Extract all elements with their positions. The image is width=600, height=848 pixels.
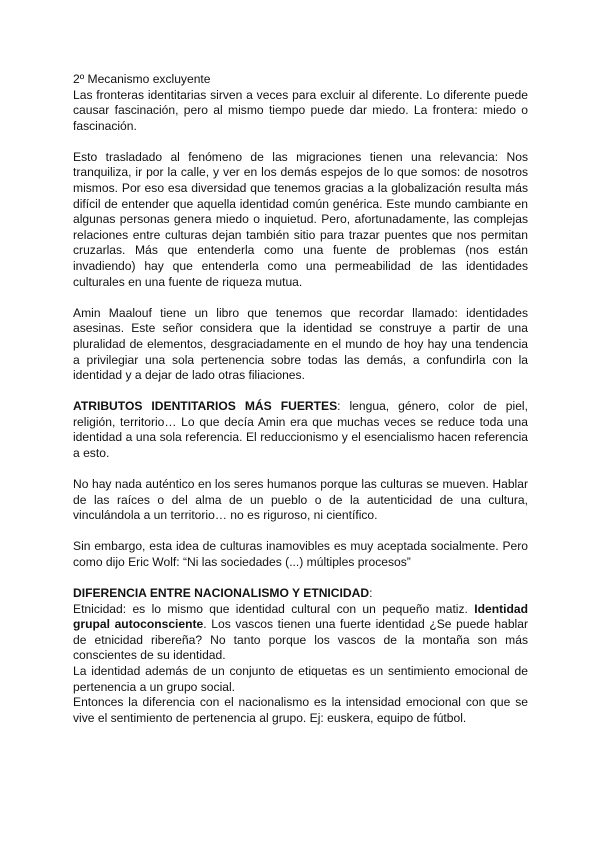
- paragraph-migraciones: Esto trasladado al fenómeno de las migraciones tienen una relevancia: Nos tranquiliza, ir por la calle, y ver en los demás espejos de lo que somos: de nosotros mismos. Por eso esa diversidad que tenemos gracias a la globalización resulta más difícil de entender que aquella identidad común genérica. Este mundo cambiante en algunas personas genera miedo o inquietud. Pero, afortunadamente, las complejas relaciones entre culturas dejan también sitio para trazar puentes que nos permitan cruzarlas. Más que entenderla como una fuente de problemas (nos están invadiendo) hay que entenderla como una permeabilidad de las identidades culturales en una fuente de riqueza mutua.: [73, 149, 528, 289]
- heading-diferencia: [73, 586, 528, 602]
- etnicidad-bold: Identidad grupal autoconsciente: [73, 601, 528, 632]
- paragraph-nacionalismo: Entonces la diferencia con el nacionalismo es la intensidad emocional con que se vive el sentimiento de pertenencia al grupo. Ej: euskera, equipo de fútbol.: [73, 695, 528, 725]
- atributos-text: : lengua, género, color de piel, religión, territorio… Lo que decía Amin era que muchas veces se reduce toda una identidad a una sola referencia. El reduccionismo y el esencialismo hacen referencia a esto.: [73, 399, 528, 460]
- diferencia-heading: DIFERENCIA ENTRE NACIONALISMO Y ETNICIDAD: [73, 586, 370, 601]
- atributos-heading: ATRIBUTOS IDENTITARIOS MÁS FUERTES: [73, 399, 338, 414]
- paragraph-etnicidad: [73, 602, 528, 664]
- etnicidad-text-a: Etnicidad: es lo mismo que identidad cultural con un pequeño matiz.: [73, 601, 475, 616]
- paragraph-wolf: Sin embargo, esta idea de culturas inamovibles es muy aceptada socialmente. Pero como dijo Eric Wolf: “Ni las sociedades (...) múltiples procesos”: [73, 539, 528, 569]
- paragraph-atributos: [73, 399, 528, 461]
- etnicidad-text-b: . Los vascos tienen una fuerte identidad ¿Se puede hablar de etnicidad ribereña? No tanto porque los vascos de la montaña son más conscientes de su identidad.: [73, 617, 528, 663]
- diferencia-colon: :: [369, 586, 373, 601]
- paragraph-maalouf: Amin Maalouf tiene un libro que tenemos que recordar llamado: identidades asesinas. Este señor considera que la identidad se construye a partir de una pluralidad de elementos, desgraciadamente en el mundo de hoy hay una tendencia a privilegiar una sola pertenencia sobre todas las demás, a confundirla con la identidad y a dejar de lado otras filiaciones.: [73, 305, 528, 383]
- paragraph-identidad: La identidad además de un conjunto de etiquetas es un sentimiento emocional de pertenencia a un grupo social.: [73, 664, 528, 694]
- paragraph-autentico: No hay nada auténtico en los seres humanos porque las culturas se mueven. Hablar de las raíces o del alma de un pueblo o de la autenticidad de una cultura, vinculándola a un territorio… no es riguroso, ni científico.: [73, 477, 528, 523]
- paragraph-fronteras: Las fronteras identitarias sirven a veces para excluir al diferente. Lo diferente puede causar fascinación, pero al mismo tiempo puede dar miedo. La frontera: miedo o fascinación.: [73, 87, 528, 133]
- section-heading: 2º Mecanismo excluyente: [73, 72, 211, 86]
